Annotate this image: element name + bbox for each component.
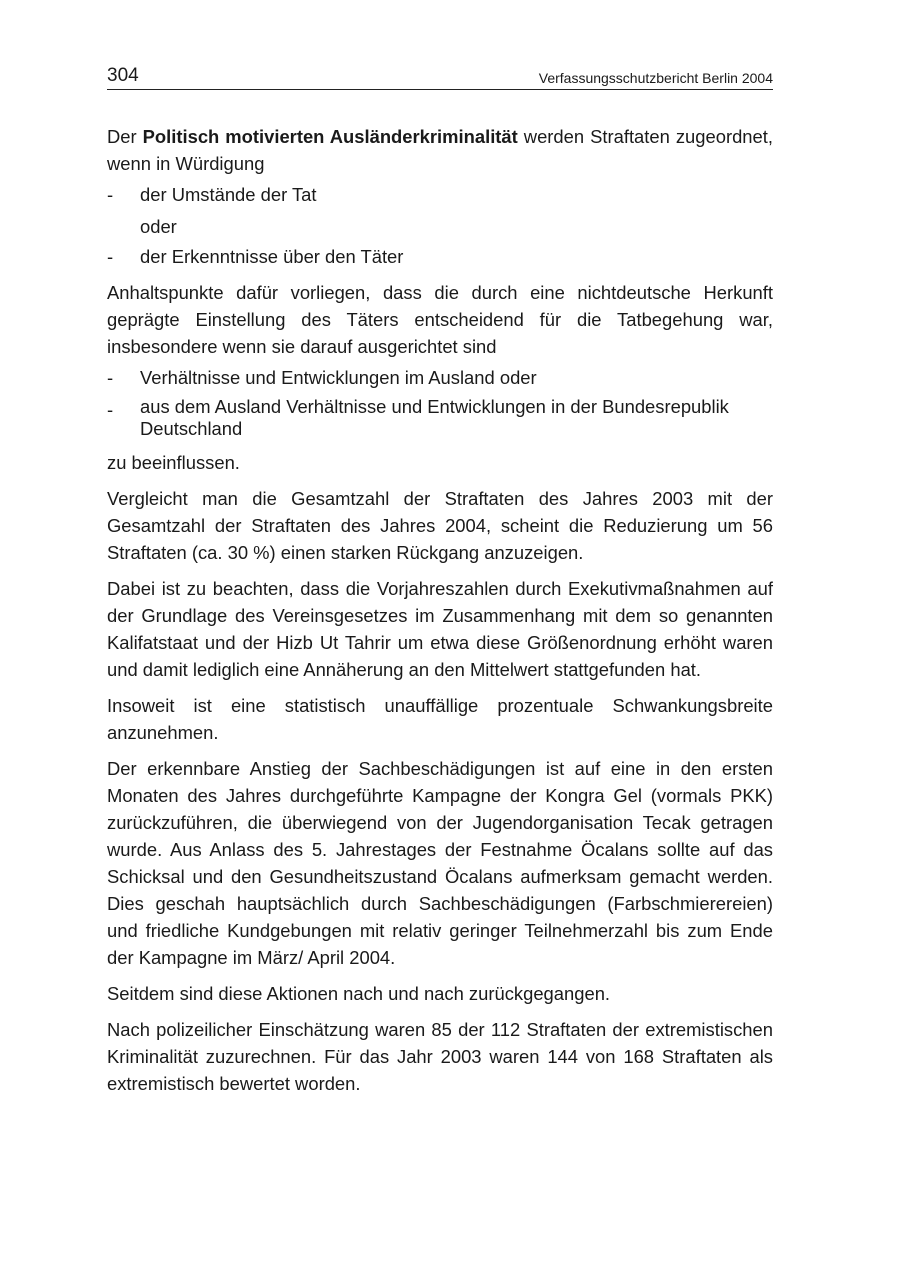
intro-paragraph (107, 123, 773, 177)
running-title: Verfassungsschutzbericht Berlin 2004 (538, 70, 773, 86)
document-page (107, 62, 773, 1106)
bullet-dash: - (107, 184, 114, 205)
intro-bold-term: Politisch motivierten Ausländerkriminalität (142, 126, 518, 147)
aims-list (107, 364, 773, 440)
page-number: 304 (107, 65, 139, 86)
intro-prefix: Der (107, 126, 143, 147)
criteria-item-findings (107, 243, 773, 270)
body-paragraph: Nach polizeilicher Einschätzung waren 85 der 112 Straftaten der extremistischen Kriminalität zuzurechnen. Für das Jahr 2003 waren 144 von 168 Straftaten als extremistisch bewertet worden. (107, 1019, 773, 1094)
aims-item (107, 364, 773, 391)
indicators-paragraph: Anhaltspunkte dafür vorliegen, dass die durch eine nichtdeutsche Herkunft geprägte Einstellung des Täters entscheidend für die Tatbegehung war, insbesondere wenn sie darauf ausgerichtet sind (107, 282, 773, 357)
bullet-dash: - (107, 399, 114, 420)
bullet-dash: - (107, 246, 114, 267)
page-header (107, 62, 773, 90)
aims-item-text: Verhältnisse und Entwicklungen im Ausland oder (140, 367, 537, 388)
body-paragraph: Dabei ist zu beachten, dass die Vorjahreszahlen durch Exekutivmaßnahmen auf der Grundlage des Vereinsgesetzes im Zusammenhang mit dem so genannten Kalifatstaat und der Hizb Ut Tahrir um etwa diese Größenordnung erhöht waren und damit lediglich eine Annäherung an den Mittelwert stattgefunden hat. (107, 578, 773, 680)
bullet-dash: - (107, 367, 114, 388)
intro-suffix: werden Straftaten zugeordnet, wenn in Würdigung (107, 126, 773, 174)
body-paragraph: Insoweit ist eine statistisch unauffällige prozentuale Schwankungsbreite anzunehmen. (107, 695, 773, 743)
aims-item (107, 396, 773, 440)
criteria-connector: oder (140, 216, 177, 237)
page-body (107, 123, 773, 1097)
body-paragraph: Der erkennbare Anstieg der Sachbeschädigungen ist auf eine in den ersten Monaten des Jahres durchgeführte Kampagne der Kongra Gel (vormals PKK) zurückzuführen, die überwiegend von der Jugendorganisation Tecak getragen wurde. Aus Anlass des 5. Jahrestages der Festnahme Öcalans sollte auf das Schicksal und den Gesundheitszustand Öcalans aufmerksam gemacht werden. Dies geschah hauptsächlich durch Sachbeschädigungen (Farbschmierereien) und friedliche Kundgebungen mit relativ geringer Teilnehmerzahl bis zum Ende der Kampagne im März/ April 2004. (107, 758, 773, 968)
body-paragraph: zu beeinflussen. (107, 452, 240, 473)
aims-item-text: aus dem Ausland Verhältnisse und Entwicklungen in der Bundesrepublik Deutschland (140, 396, 729, 439)
body-paragraph: Vergleicht man die Gesamtzahl der Straftaten des Jahres 2003 mit der Gesamtzahl der Straftaten des Jahres 2004, scheint die Reduzierung um 56 Straftaten (ca. 30 %) einen starken Rückgang anzuzeigen. (107, 488, 773, 563)
criteria-item-circumstances (107, 181, 773, 208)
criteria-item-text: der Erkenntnisse über den Täter (140, 246, 404, 267)
body-paragraph: Seitdem sind diese Aktionen nach und nach zurückgegangen. (107, 983, 611, 1004)
criteria-item-text: der Umstände der Tat (140, 184, 317, 205)
